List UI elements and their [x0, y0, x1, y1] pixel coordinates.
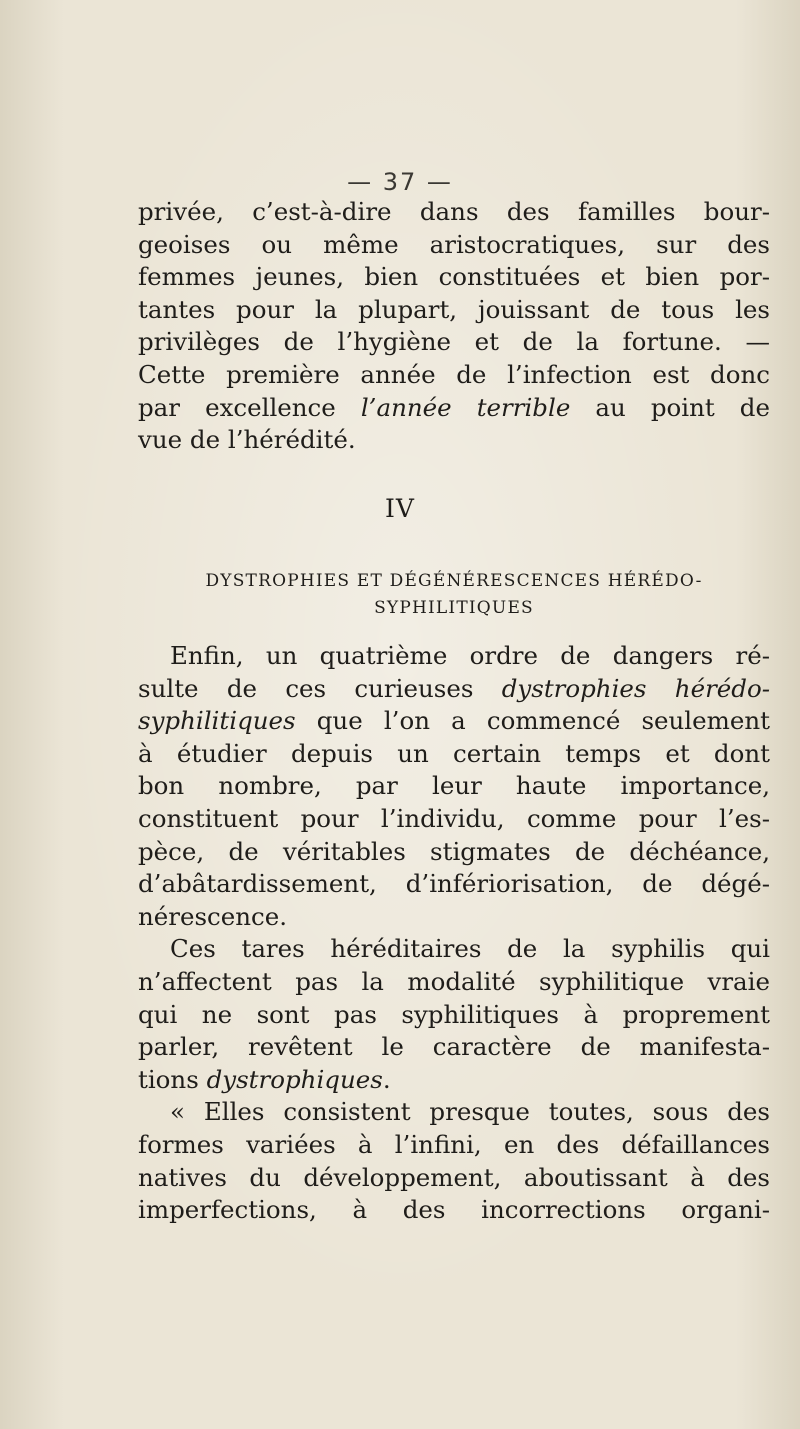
- text-run: .: [382, 1064, 391, 1094]
- text-line: natives du développement, aboutissant à des: [138, 1162, 770, 1192]
- text-line: imperfections, à des incorrections organi-: [138, 1195, 770, 1225]
- text-line: femmes jeunes, bien constituées et bien por-: [138, 262, 770, 292]
- heading-line: SYPHILITIQUES: [374, 598, 534, 618]
- text-run: par excellence: [138, 392, 361, 422]
- text-line: tantes pour la plupart, jouissant de tous les: [138, 294, 770, 324]
- italic-phrase: dystrophiques: [206, 1064, 383, 1094]
- text-line: [138, 705, 770, 738]
- text-line: d’abâtardissement, d’infériorisation, de dégé-: [138, 869, 770, 899]
- italic-phrase: dystrophies hérédo-: [501, 673, 771, 703]
- italic-phrase: l’année terrible: [360, 392, 571, 422]
- paragraph-main: [138, 640, 770, 1227]
- text-line: formes variées à l’infini, en des défaillances: [138, 1129, 770, 1159]
- text-line: nérescence.: [138, 901, 288, 931]
- text-run: tions: [138, 1064, 207, 1094]
- text-line: privilèges de l’hygiène et de la fortune. —: [138, 327, 770, 357]
- section-number: IV: [385, 494, 415, 523]
- text-line: bon nombre, par leur haute importance,: [138, 771, 770, 801]
- paragraph-top: [138, 196, 770, 457]
- text-line: Enfin, un quatrième ordre de dangers ré-: [170, 641, 770, 670]
- heading-line: DYSTROPHIES ET DÉGÉNÉRESCENCES HÉRÉDO-: [205, 571, 703, 591]
- text-line: parler, revêtent le caractère de manifesta-: [138, 1032, 770, 1062]
- page-number: — 37 —: [347, 168, 453, 196]
- text-line: à étudier depuis un certain temps et dont: [138, 738, 770, 768]
- text-line: Cette première année de l’infection est donc: [138, 359, 770, 389]
- text-line: qui ne sont pas syphilitiques à proprement: [138, 999, 770, 1029]
- text-line: « Elles consistent presque toutes, sous des: [170, 1097, 770, 1127]
- text-line: n’affectent pas la modalité syphilitique vraie: [138, 966, 770, 996]
- text-line: Ces tares héréditaires de la syphilis qui: [170, 934, 770, 964]
- text-line: geoises ou même aristocratiques, sur des: [138, 229, 770, 259]
- text-run: sulte de ces curieuses: [138, 673, 502, 703]
- text-line: [138, 673, 770, 706]
- text-line: vue de l’hérédité.: [138, 425, 356, 455]
- text-line: [138, 392, 770, 425]
- text-run: que l’on a commencé seulement: [295, 706, 770, 736]
- text-line: pèce, de véritables stigmates de déchéance,: [138, 836, 770, 866]
- text-line: [138, 1064, 770, 1097]
- text-line: constituent pour l’individu, comme pour l’es-: [138, 803, 770, 833]
- section-heading: [128, 568, 780, 622]
- text-run: au point de: [570, 392, 770, 422]
- italic-phrase: syphilitiques: [138, 706, 296, 736]
- text-line: privée, c’est-à-dire dans des familles bour-: [138, 197, 770, 226]
